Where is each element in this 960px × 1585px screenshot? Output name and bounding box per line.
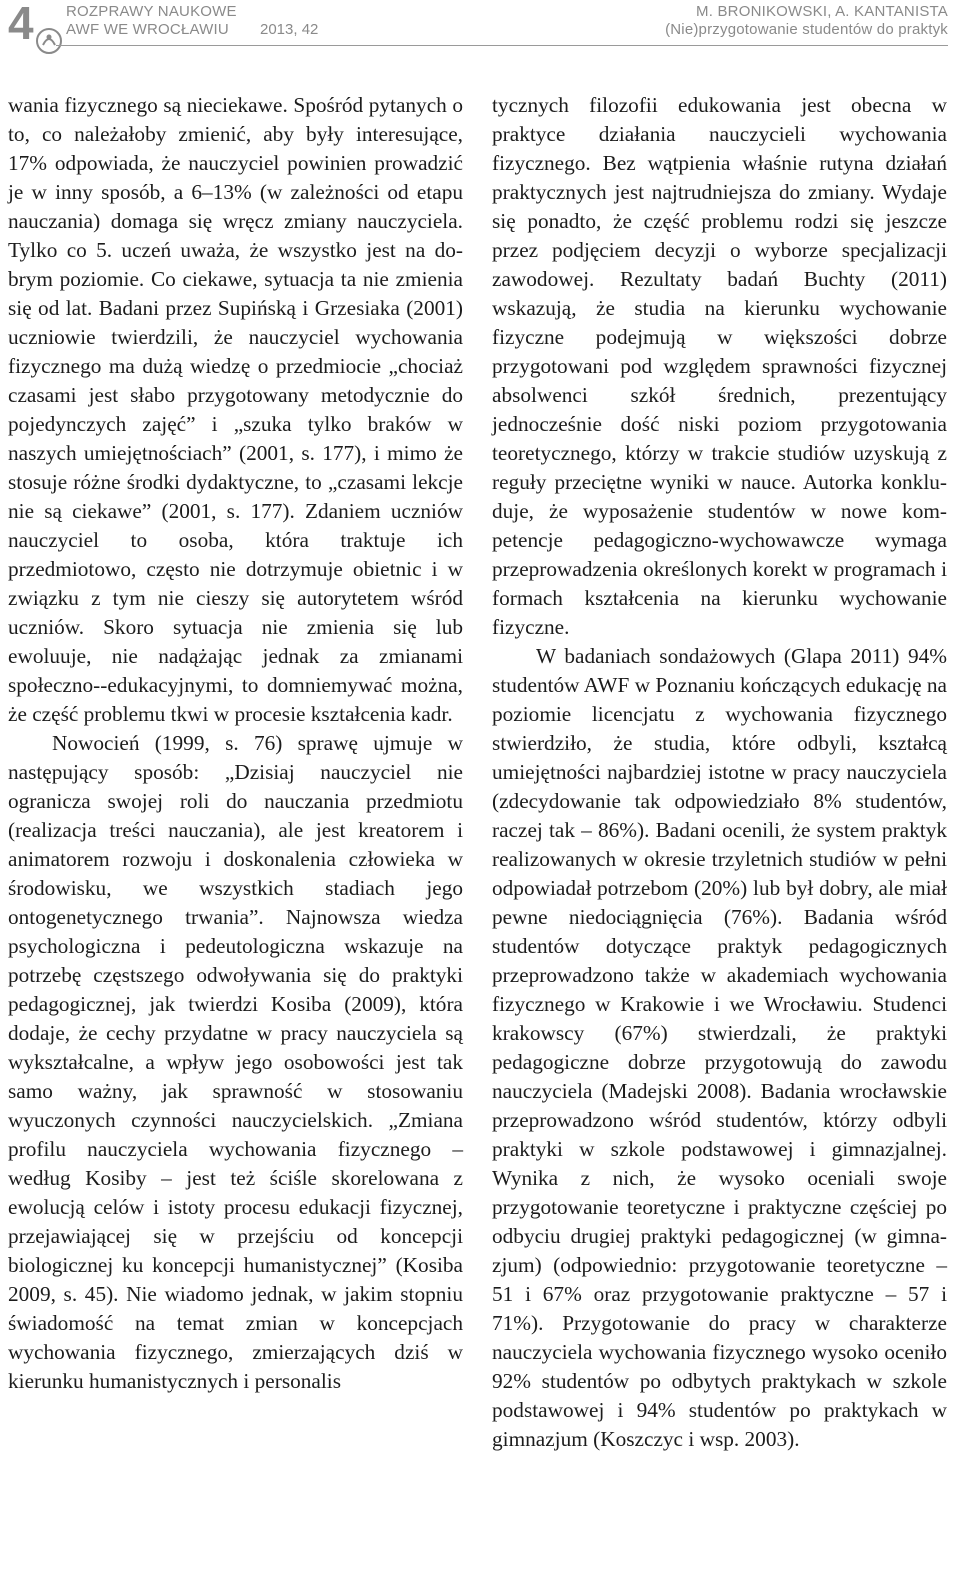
page-header <box>0 0 960 58</box>
left-column <box>8 91 463 1396</box>
paragraph: W badaniach sondażowych (Glapa 2011) 94% studentów AWF w Poznaniu kończących edukację na poziomie licencjatu z wychowania fizycznego stwierdziło, że studia, które odbyli, kształcą umiejętności najbardziej istotne w pracy nauczyciela (zdecydowanie tak odpowiedziało 8% studentów, raczej tak – 86%). Badani ocenili, że system praktyk realizowanych w okresie trzyletnich studiów w pełni odpowiadał potrzebom (20%) lub był dobry, ale miał pewne niedociągnięcia (76%). Badania wśród studentów dotyczące praktyk pedagogicznych przeprowadzono także w akademiach wychowania fizycznego w Krakowie i we Wrocławiu. Studenci krakowscy (67%) stwierdzali, że praktyki pedagogiczne dobrze przygotowują do zawodu nauczyciela (Madejski 2008). Badania wrocławskie przeprowadzono wśród studentów, którzy odbyli praktyki w szkole podstawowej i gimnazjalnej. Wynika z nich, że wysoko oceniali swoje przygotowanie teoretyczne i praktyczne częściej po odbyciu drugiej praktyki pedagogicznej (w gimnazjum) (odpowiednio: przygotowanie teoretyczne – 51 i 67% oraz przygotowanie praktyczne – 57 i 71%). Przygotowanie do pracy w charakterze nauczyciela wychowania fizycznego wysoko oceniło 92% studentów po odbytych praktykach w szkole podstawowej i 94% studentów po praktykach w gimnazjum (Koszczyc i wsp. 2003). <box>492 644 947 1451</box>
running-head-title: (Nie)przygotowanie studentów do praktyk <box>665 21 948 38</box>
header-rule <box>56 45 948 46</box>
paragraph: Nowocień (1999, s. 76) sprawę ujmuje w następujący sposób: „Dzisiaj nauczyciel nie ogranicza swojej roli do nauczania przedmiotu (realizacja treści nauczania), ale jest kreatorem i animatorem rozwoju i doskonalenia człowieka w środowisku, we wszystkich stadiach jego ontogenetycznego trwania”. Najnowsza wiedza psychologiczna i pedeutologiczna wskazuje na potrzebę częstszego odwoływania się do praktyki pedagogicznej, jak twierdzi Kosiba (2009), która dodaje, że cechy przydatne w pracy nauczyciela są wykształcalne, a wpływ jego osobowości jest tak samo ważny, jak sprawność w stosowaniu wyuczonych czynności nauczycielskich. „Zmiana profilu nauczyciela wychowania fizycznego – według Kosiby – jest też ściśle skorelowana z ewolucją celów i istoty procesu edukacji fizycznej, przejawiającej się w przejściu od koncepcji biologicznej ku koncepcji humanistycznej” (Kosiba 2009, s. 45). Nie wiadomo jednak, w jakim stopniu świadomość na temat zmian w koncepcjach wychowania fizycznego, zmierzających dziś w kierunku humanistycznych i personalis <box>8 731 463 1393</box>
running-head <box>665 3 948 39</box>
right-column <box>492 91 947 1454</box>
paragraph: wania fizycznego są nieciekawe. Spośród pytanych o to, co należałoby zmienić, aby były interesujące, 17% odpowiada, że nauczyciel powinien prowadzić je w inny sposób, a 6–13% (w zależności od etapu nauczania) domaga się wręcz zmiany nauczyciela. Tylko co 5. uczeń uważa, że wszystko jest na dobrym poziomie. Co ciekawe, sytuacja ta nie zmienia się od lat. Badani przez Supińską i Grzesiaka (2001) uczniowie twierdzili, że nauczyciel wychowania fizycznego ma dużą wiedzę o przedmiocie „chociaż czasami jest słabo przygotowany metodycznie do pojedynczych zajęć” i „szuka tylko braków w naszych umiejętnościach” (2001, s. 177), i mimo że stosuje różne środki dydaktyczne, to „czasami lekcje nie są ciekawe” (2001, s. 177). Zdaniem uczniów nauczyciel to osoba, która traktuje ich przedmiotowo, często nie dotrzymuje obietnic i w związku z tym nie cieszy się autorytetem wśród uczniów. Skoro sytuacja nie zmienia się lub ewoluuje, nie nadążając jednak za zmianami społeczno‑-edukacyjnymi, to domniemywać można, że część problemu tkwi w procesie kształcenia kadr. <box>8 93 463 726</box>
journal-name-line-1: ROZPRAWY NAUKOWE <box>66 3 237 20</box>
journal-year: 2013, 42 <box>260 21 319 38</box>
awf-logo-icon <box>34 26 64 56</box>
page-number: 4 <box>8 0 34 49</box>
journal-name <box>66 3 237 39</box>
journal-name-line-2: AWF WE WROCŁAWIU <box>66 21 229 38</box>
running-head-authors: M. BRONIKOWSKI, A. KANTANISTA <box>696 3 948 20</box>
paragraph: tycznych filozofii edukowania jest obecna w praktyce działania nauczycieli wychowania fizycznego. Bez wątpienia właśnie rutyna działań praktycznych jest najtrudniejsza do zmiany. Wydaje się ponadto, że część problemu rodzi się jeszcze przez podjęciem decyzji o wyborze specjalizacji zawodowej. Rezultaty badań Buchty (2011) wskazują, że studia na kierunku wychowanie fizyczne podejmują w większości dobrze przygotowani pod względem sprawności fizycznej absolwenci szkół średnich, prezentujący jednocześnie dość niski poziom przygotowania teoretycznego, którzy w trakcie studiów uzyskują z reguły przeciętne wyniki w nauce. Autorka konkluduje, że wyposażenie studentów w nowe kompetencje pedagogiczno-wychowawcze wymaga przeprowadzenia określonych korekt w programach i formach kształcenia na kierunku wychowanie fizyczne. <box>492 93 947 639</box>
